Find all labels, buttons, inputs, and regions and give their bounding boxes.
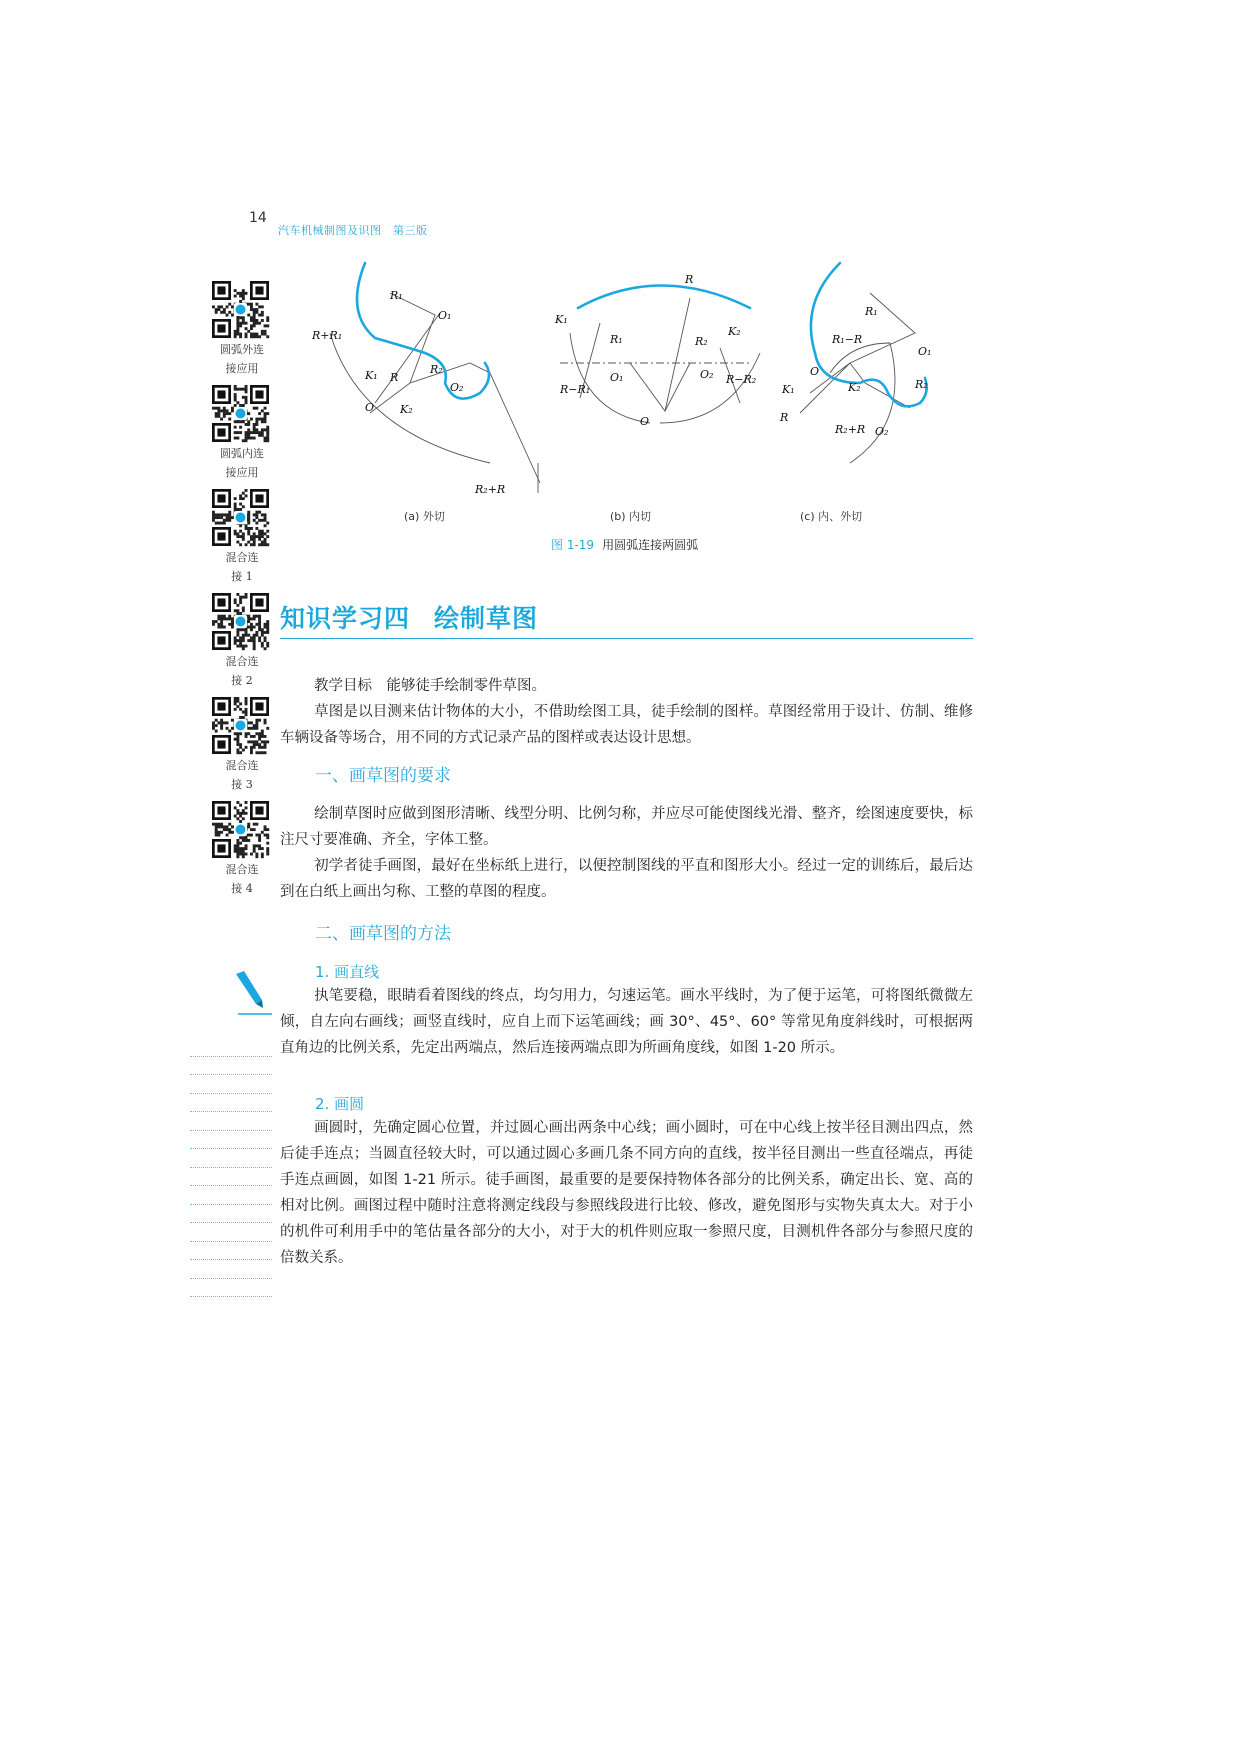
qr-label: 混合连 接 3 xyxy=(225,759,259,791)
label-a-k1: K₁ xyxy=(365,369,378,382)
label-c-r1-minus-r: R₁−R xyxy=(832,333,863,346)
requirements-paragraph-1: 绘制草图时应做到图形清晰、线型分明、比例匀称，并应尽可能使图线光滑、整齐，绘图速度要快，标注尺寸要准确、齐全，字体工整。 xyxy=(280,806,973,848)
label-c-r1: R₁ xyxy=(865,305,878,318)
label-c-k1: K₁ xyxy=(782,383,795,396)
qr-code[interactable] xyxy=(212,697,269,754)
label-c-o1: O₁ xyxy=(918,345,932,358)
qr-label: 圆弧外连 接应用 xyxy=(220,343,264,375)
figure-caption-text: 用圆弧连接两圆弧 xyxy=(602,538,699,552)
figure-caption-number: 图 1-19 xyxy=(551,538,595,552)
label-a-o1: O₁ xyxy=(438,309,452,322)
label-b-r: R xyxy=(685,273,694,286)
qr-code-block[interactable] xyxy=(212,801,272,898)
pen-icon xyxy=(232,970,272,1016)
label-b-r-minus-r2: R−R₂ xyxy=(726,373,757,386)
label-c-k2: K₂ xyxy=(848,381,861,394)
label-a-r: R xyxy=(390,371,399,384)
qr-label: 圆弧内连 接应用 xyxy=(220,447,264,479)
qr-code-block[interactable] xyxy=(212,281,272,378)
label-b-k1: K₁ xyxy=(555,313,568,326)
qr-code[interactable] xyxy=(212,281,269,338)
section-rule xyxy=(280,638,973,639)
notes-lines[interactable] xyxy=(190,1038,272,1297)
qr-code[interactable] xyxy=(212,489,269,546)
figure-caption xyxy=(551,536,698,553)
arc-connection-figure xyxy=(312,263,990,533)
label-a-k2: K₂ xyxy=(400,403,413,416)
qr-label: 混合连 接 1 xyxy=(225,551,259,583)
book-title: 汽车机械制图及识图 第三版 xyxy=(278,224,428,237)
label-a-o: O xyxy=(365,401,375,414)
label-b-r-minus-r1: R−R₁ xyxy=(560,383,591,396)
subcaption-b: (b) 内切 xyxy=(610,510,652,523)
label-c-r2: R₂ xyxy=(915,378,928,391)
label-c-r2-plus-r: R₂+R xyxy=(835,423,866,436)
qr-label: 混合连 接 2 xyxy=(225,655,259,687)
qr-code[interactable] xyxy=(212,801,269,858)
page-number: 14 xyxy=(249,210,267,226)
qr-label: 混合连 接 4 xyxy=(225,863,259,895)
label-a-r2-plus-r: R₂+R xyxy=(475,483,506,496)
label-a-r1: R₁ xyxy=(390,289,403,302)
requirements-paragraph-2: 初学者徒手画图，最好在坐标纸上进行，以便控制图线的平直和图形大小。经过一定的训练后，最后达到在白纸上画出匀称、工整的草图的程度。 xyxy=(280,858,973,900)
label-c-r: R xyxy=(780,411,789,424)
label-c-o2: O₂ xyxy=(875,425,889,438)
subcaption-c: (c) 内、外切 xyxy=(800,510,863,523)
subcaption-a: (a) 外切 xyxy=(404,510,445,523)
heading-draw-circle: 2. 画圆 xyxy=(315,1095,365,1113)
heading-draw-line: 1. 画直线 xyxy=(315,963,380,981)
draw-circle-paragraph: 画圆时，先确定圆心位置，并过圆心画出两条中心线；画小圆时，可在中心线上按半径目测出四点，然后徒手连点；当圆直径较大时，可以通过圆心多画几条不同方向的直线，按半径目测出一些直径端点，再徒手连点画圆，如图 1-21 所示。徒手画图，最重要的是要保持物体各部分的比例关系，确定出长、宽、高的相对比例。画图过程中随时注意将测定线段与参照线段进行比较、修改，避免图形与实物失真太大。对于小的机件可利用手中的笔估量各部分的大小，对于大的机件则应取一参照尺度，目测机件各部分与参照尺度的倍数关系。 xyxy=(280,1120,973,1266)
heading-methods: 二、画草图的方法 xyxy=(315,924,451,944)
qr-code-block[interactable] xyxy=(212,697,272,794)
label-c-o: O xyxy=(810,365,820,378)
label-b-r1: R₁ xyxy=(610,333,623,346)
label-b-o1: O₁ xyxy=(610,371,624,384)
qr-code[interactable] xyxy=(212,385,269,442)
section-title: 知识学习四 绘制草图 xyxy=(280,604,539,633)
label-b-r2: R₂ xyxy=(695,335,708,348)
label-b-k2: K₂ xyxy=(728,325,741,338)
label-b-o: O xyxy=(640,415,650,428)
intro-paragraph: 草图是以目测来估计物体的大小，不借助绘图工具，徒手绘制的图样。草图经常用于设计、仿制、维修车辆设备等场合，用不同的方式记录产品的图样或表达设计思想。 xyxy=(280,704,973,746)
draw-line-paragraph: 执笔要稳，眼睛看着图线的终点，均匀用力，匀速运笔。画水平线时，为了便于运笔，可将图纸微微左倾，自左向右画线；画竖直线时，应自上而下运笔画线；画 30°、45°、60° 等常见角度斜线时，可根据两直角边的比例关系，先定出两端点，然后连接两端点即为所画角度线，如图 1-20 所示。 xyxy=(280,988,973,1056)
qr-code[interactable] xyxy=(212,593,269,650)
qr-code-block[interactable] xyxy=(212,385,272,482)
heading-requirements: 一、画草图的要求 xyxy=(315,766,451,786)
teaching-objective: 教学目标 能够徒手绘制零件草图。 xyxy=(314,678,546,694)
qr-code-block[interactable] xyxy=(212,593,272,690)
qr-code-block[interactable] xyxy=(212,489,272,586)
label-b-o2: O₂ xyxy=(700,368,714,381)
label-a-o2: O₂ xyxy=(450,381,464,394)
label-a-r-plus-r1: R+R₁ xyxy=(312,329,343,342)
label-a-r2: R₂ xyxy=(430,363,443,376)
